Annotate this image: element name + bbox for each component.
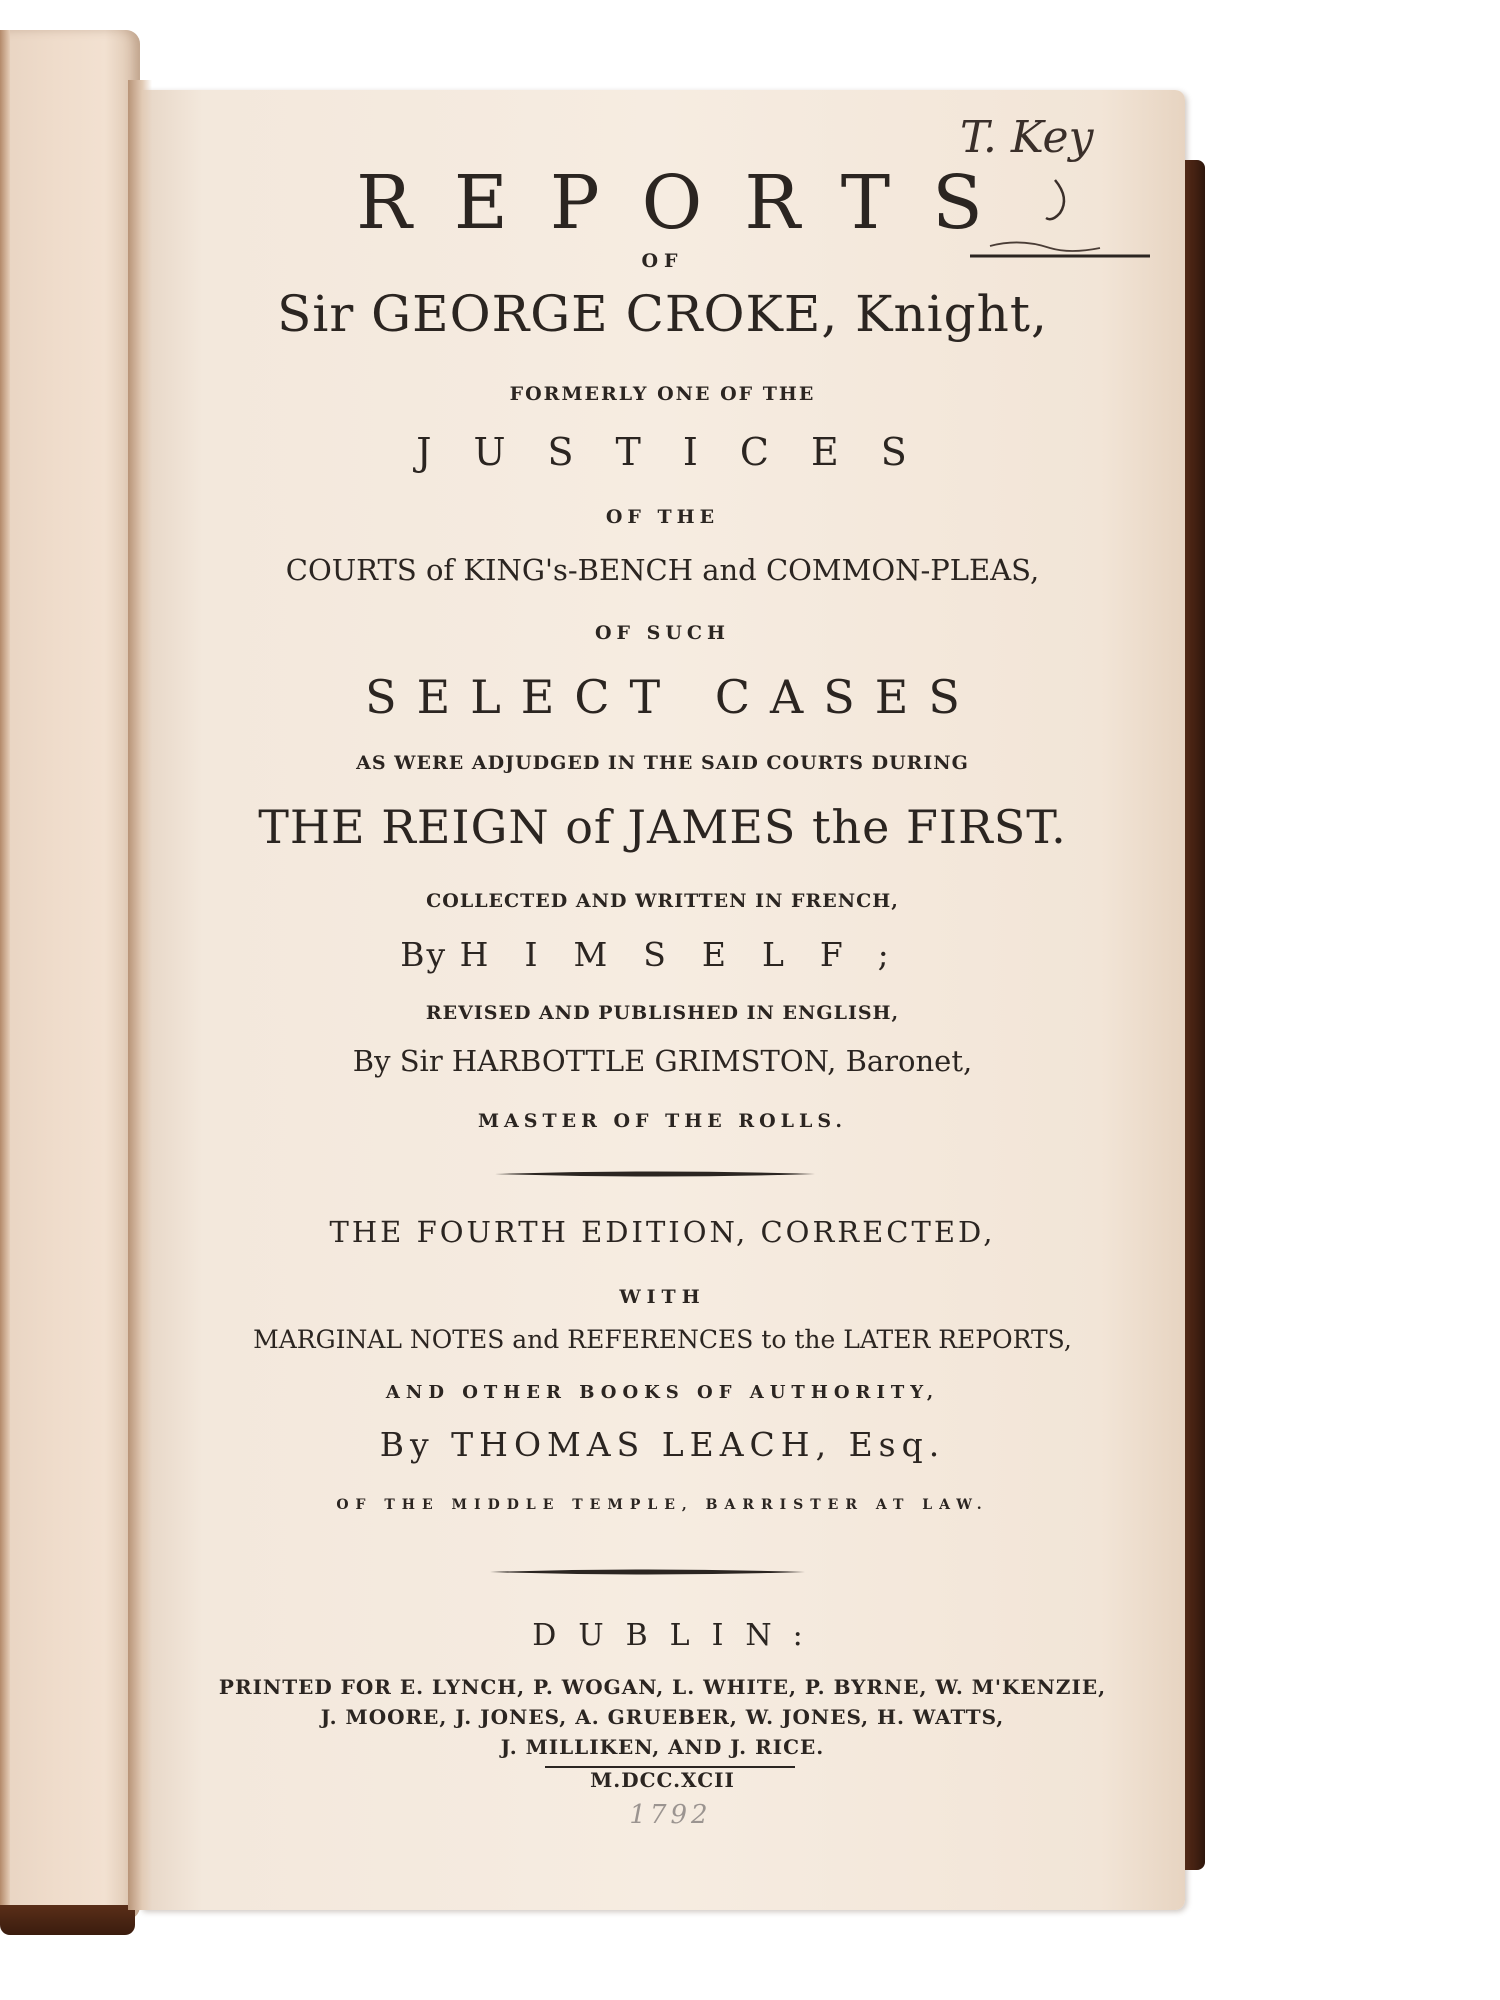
imprint-city: DUBLIN: bbox=[532, 1618, 825, 1653]
line-grimston: By Sir HARBOTTLE GRIMSTON, Baronet, bbox=[352, 1044, 973, 1078]
line-with: WITH bbox=[619, 1286, 706, 1308]
line-of: OF bbox=[641, 250, 684, 272]
signature-flourish bbox=[960, 118, 1150, 268]
by-word: By bbox=[400, 935, 448, 974]
line-reign: THE REIGN of JAMES the FIRST. bbox=[258, 800, 1067, 854]
ornamental-rule-top bbox=[495, 1170, 815, 1176]
line-master-of-rolls: MASTER OF THE ROLLS. bbox=[477, 1110, 848, 1132]
line-adjudged: AS WERE ADJUDGED IN THE SAID COURTS DURING bbox=[356, 752, 969, 774]
line-middle-temple: OF THE MIDDLE TEMPLE, BARRISTER AT LAW. bbox=[336, 1497, 989, 1513]
line-collected: COLLECTED AND WRITTEN IN FRENCH, bbox=[426, 890, 899, 912]
title-reports: REPORTS bbox=[356, 160, 1025, 246]
imprint-printers-1: PRINTED FOR E. LYNCH, P. WOGAN, L. WHITE, P. BYRNE, W. M'KENZIE, bbox=[218, 1675, 1107, 1699]
title-justices: JUSTICES bbox=[416, 430, 949, 474]
imprint-printers-3: J. MILLIKEN, AND J. RICE. bbox=[500, 1735, 825, 1759]
himself-word: HIMSELF; bbox=[459, 935, 925, 974]
line-edition: THE FOURTH EDITION, CORRECTED, bbox=[329, 1215, 996, 1249]
line-revised: REVISED AND PUBLISHED IN ENGLISH, bbox=[425, 1002, 900, 1024]
imprint-printers-2: J. MOORE, J. JONES, A. GRUEBER, W. JONES, H. WATTS, bbox=[320, 1705, 1005, 1729]
imprint-year: M.DCC.XCII bbox=[590, 1768, 735, 1792]
line-marginal-notes: MARGINAL NOTES and REFERENCES to the LATER REPORTS, bbox=[253, 1325, 1072, 1354]
line-by-himself bbox=[140, 935, 1185, 974]
handwritten-year: 1792 bbox=[629, 1800, 712, 1830]
line-of-such: OF SUCH bbox=[594, 622, 731, 644]
ornamental-rule-bottom bbox=[490, 1568, 805, 1574]
author-line: Sir GEORGE CROKE, Knight, bbox=[277, 285, 1048, 343]
line-formerly: FORMERLY ONE OF THE bbox=[509, 383, 816, 405]
book-cover-edge-bottom bbox=[0, 1905, 135, 1935]
ownership-signature: T. Key bbox=[960, 112, 1094, 163]
line-courts: COURTS of KING's-BENCH and COMMON-PLEAS, bbox=[285, 553, 1040, 587]
title-select-cases: SELECT CASES bbox=[365, 670, 980, 724]
line-other-books: AND OTHER BOOKS OF AUTHORITY, bbox=[385, 1382, 940, 1403]
left-page bbox=[0, 30, 140, 1920]
line-of-the: OF THE bbox=[605, 506, 720, 528]
line-leach: By THOMAS LEACH, Esq. bbox=[379, 1425, 946, 1464]
